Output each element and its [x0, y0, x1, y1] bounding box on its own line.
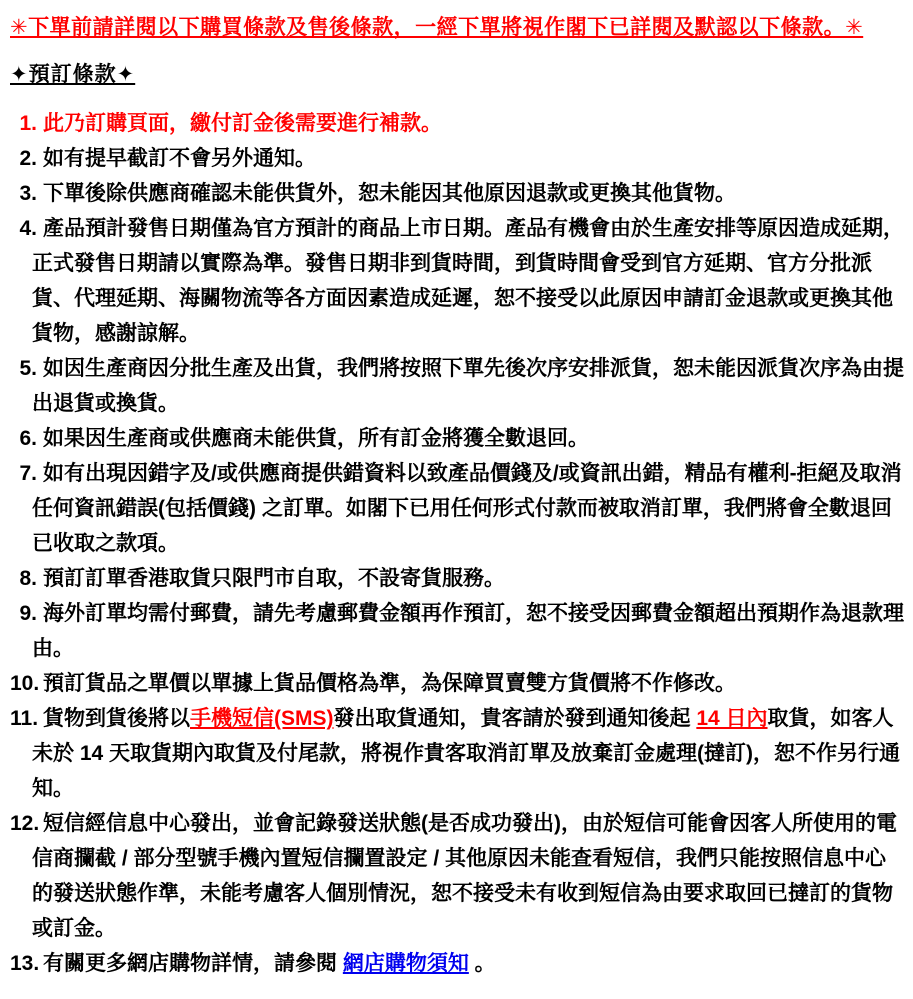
term-item-8	[10, 561, 905, 596]
term-text: 下單後除供應商確認未能供貨外，恕未能因其他原因退款或更換其他貨物。	[43, 182, 736, 205]
term-text: 取貨，如客人未於 14 天取貨期內取貨及付尾款，將視作貴客取消訂單及放棄訂金處理(撻訂)，恕不作另行通知。	[32, 707, 901, 800]
term-text: 有關更多網店購物詳情，請參閱	[43, 952, 343, 975]
term-item-7	[10, 456, 905, 561]
store-shopping-guide-link[interactable]: 網店購物須知	[342, 952, 469, 975]
term-text: 貨物到貨後將以	[43, 707, 190, 730]
term-number: 9.	[19, 602, 37, 625]
term-item-5	[10, 351, 905, 421]
term-item-13	[10, 946, 905, 981]
term-item-4	[10, 211, 905, 351]
section-title-pre-order-terms: ✦預訂條款✦	[10, 63, 136, 86]
term-number: 7.	[19, 462, 37, 485]
term-number: 8.	[19, 567, 37, 590]
term-number: 1.	[19, 112, 37, 135]
term-text: 預訂訂單香港取貨只限門市自取，不設寄貨服務。	[43, 567, 505, 590]
term-text: 。	[468, 952, 496, 975]
terms-list	[10, 106, 905, 981]
term-item-6	[10, 421, 905, 456]
term-number: 3.	[19, 182, 37, 205]
term-number: 12.	[10, 812, 40, 835]
term-number: 5.	[19, 357, 37, 380]
term-text: 發出取貨通知，貴客請於發到通知後起	[333, 707, 697, 730]
term-number: 11.	[10, 707, 39, 730]
term-item-2	[10, 141, 905, 176]
term-text: 如因生產商因分批生產及出貨，我們將按照下單先後次序安排派貨，恕未能因派貨次序為由提出退貨或換貨。	[32, 357, 904, 415]
term-number: 4.	[19, 217, 37, 240]
term-number: 2.	[19, 147, 37, 170]
term-item-11	[10, 701, 905, 806]
term-item-9	[10, 596, 905, 666]
term-text: 如果因生產商或供應商未能供貨，所有訂金將獲全數退回。	[43, 427, 589, 450]
term-text: 短信經信息中心發出，並會記錄發送狀態(是否成功發出)，由於短信可能會因客人所使用的電信商攔截 / 部分型號手機內置短信攔置設定 / 其他原因未能查看短信，我們只能按照信息中心的發送狀態作準，未能考慮客人個別情況，恕不接受未有收到短信為由要求取回已撻訂的貨物或訂金。	[32, 812, 897, 940]
term-item-1	[10, 106, 905, 141]
term-number: 6.	[19, 427, 37, 450]
pre-order-notice-banner: ✳下單前請詳閱以下購買條款及售後條款，一經下單將視作閣下已詳閱及默認以下條款。✳	[10, 16, 864, 39]
term-item-10	[10, 666, 905, 701]
pickup-deadline-highlight: 14 日內	[696, 707, 768, 730]
term-number: 13.	[10, 952, 40, 975]
term-text: 產品預計發售日期僅為官方預計的商品上市日期。產品有機會由於生產安排等原因造成延期，正式發售日期請以實際為準。發售日期非到貨時間，到貨時間會受到官方延期、官方分批派貨、代理延期、海關物流等各方面因素造成延遲，恕不接受以此原因申請訂金退款或更換其他貨物，感謝諒解。	[32, 217, 904, 345]
term-text: 此乃訂購頁面，繳付訂金後需要進行補款。	[43, 112, 442, 135]
term-text: 海外訂單均需付郵費，請先考慮郵費金額再作預訂，恕不接受因郵費金額超出預期作為退款理由。	[32, 602, 904, 660]
term-text: 預訂貨品之單價以單據上貨品價格為準，為保障買賣雙方貨價將不作修改。	[43, 672, 736, 695]
term-number: 10.	[10, 672, 40, 695]
term-item-12	[10, 806, 905, 946]
term-text: 如有出現因錯字及/或供應商提供錯資料以致產品價錢及/或資訊出錯，精品有權利-拒絕及取消任何資訊錯誤(包括價錢) 之訂單。如閣下已用任何形式付款而被取消訂單，我們將會全數退回已收取之款項。	[32, 462, 902, 555]
term-item-3	[10, 176, 905, 211]
term-text: 如有提早截訂不會另外通知。	[43, 147, 316, 170]
sms-notice-highlight: 手機短信(SMS)	[190, 707, 334, 730]
